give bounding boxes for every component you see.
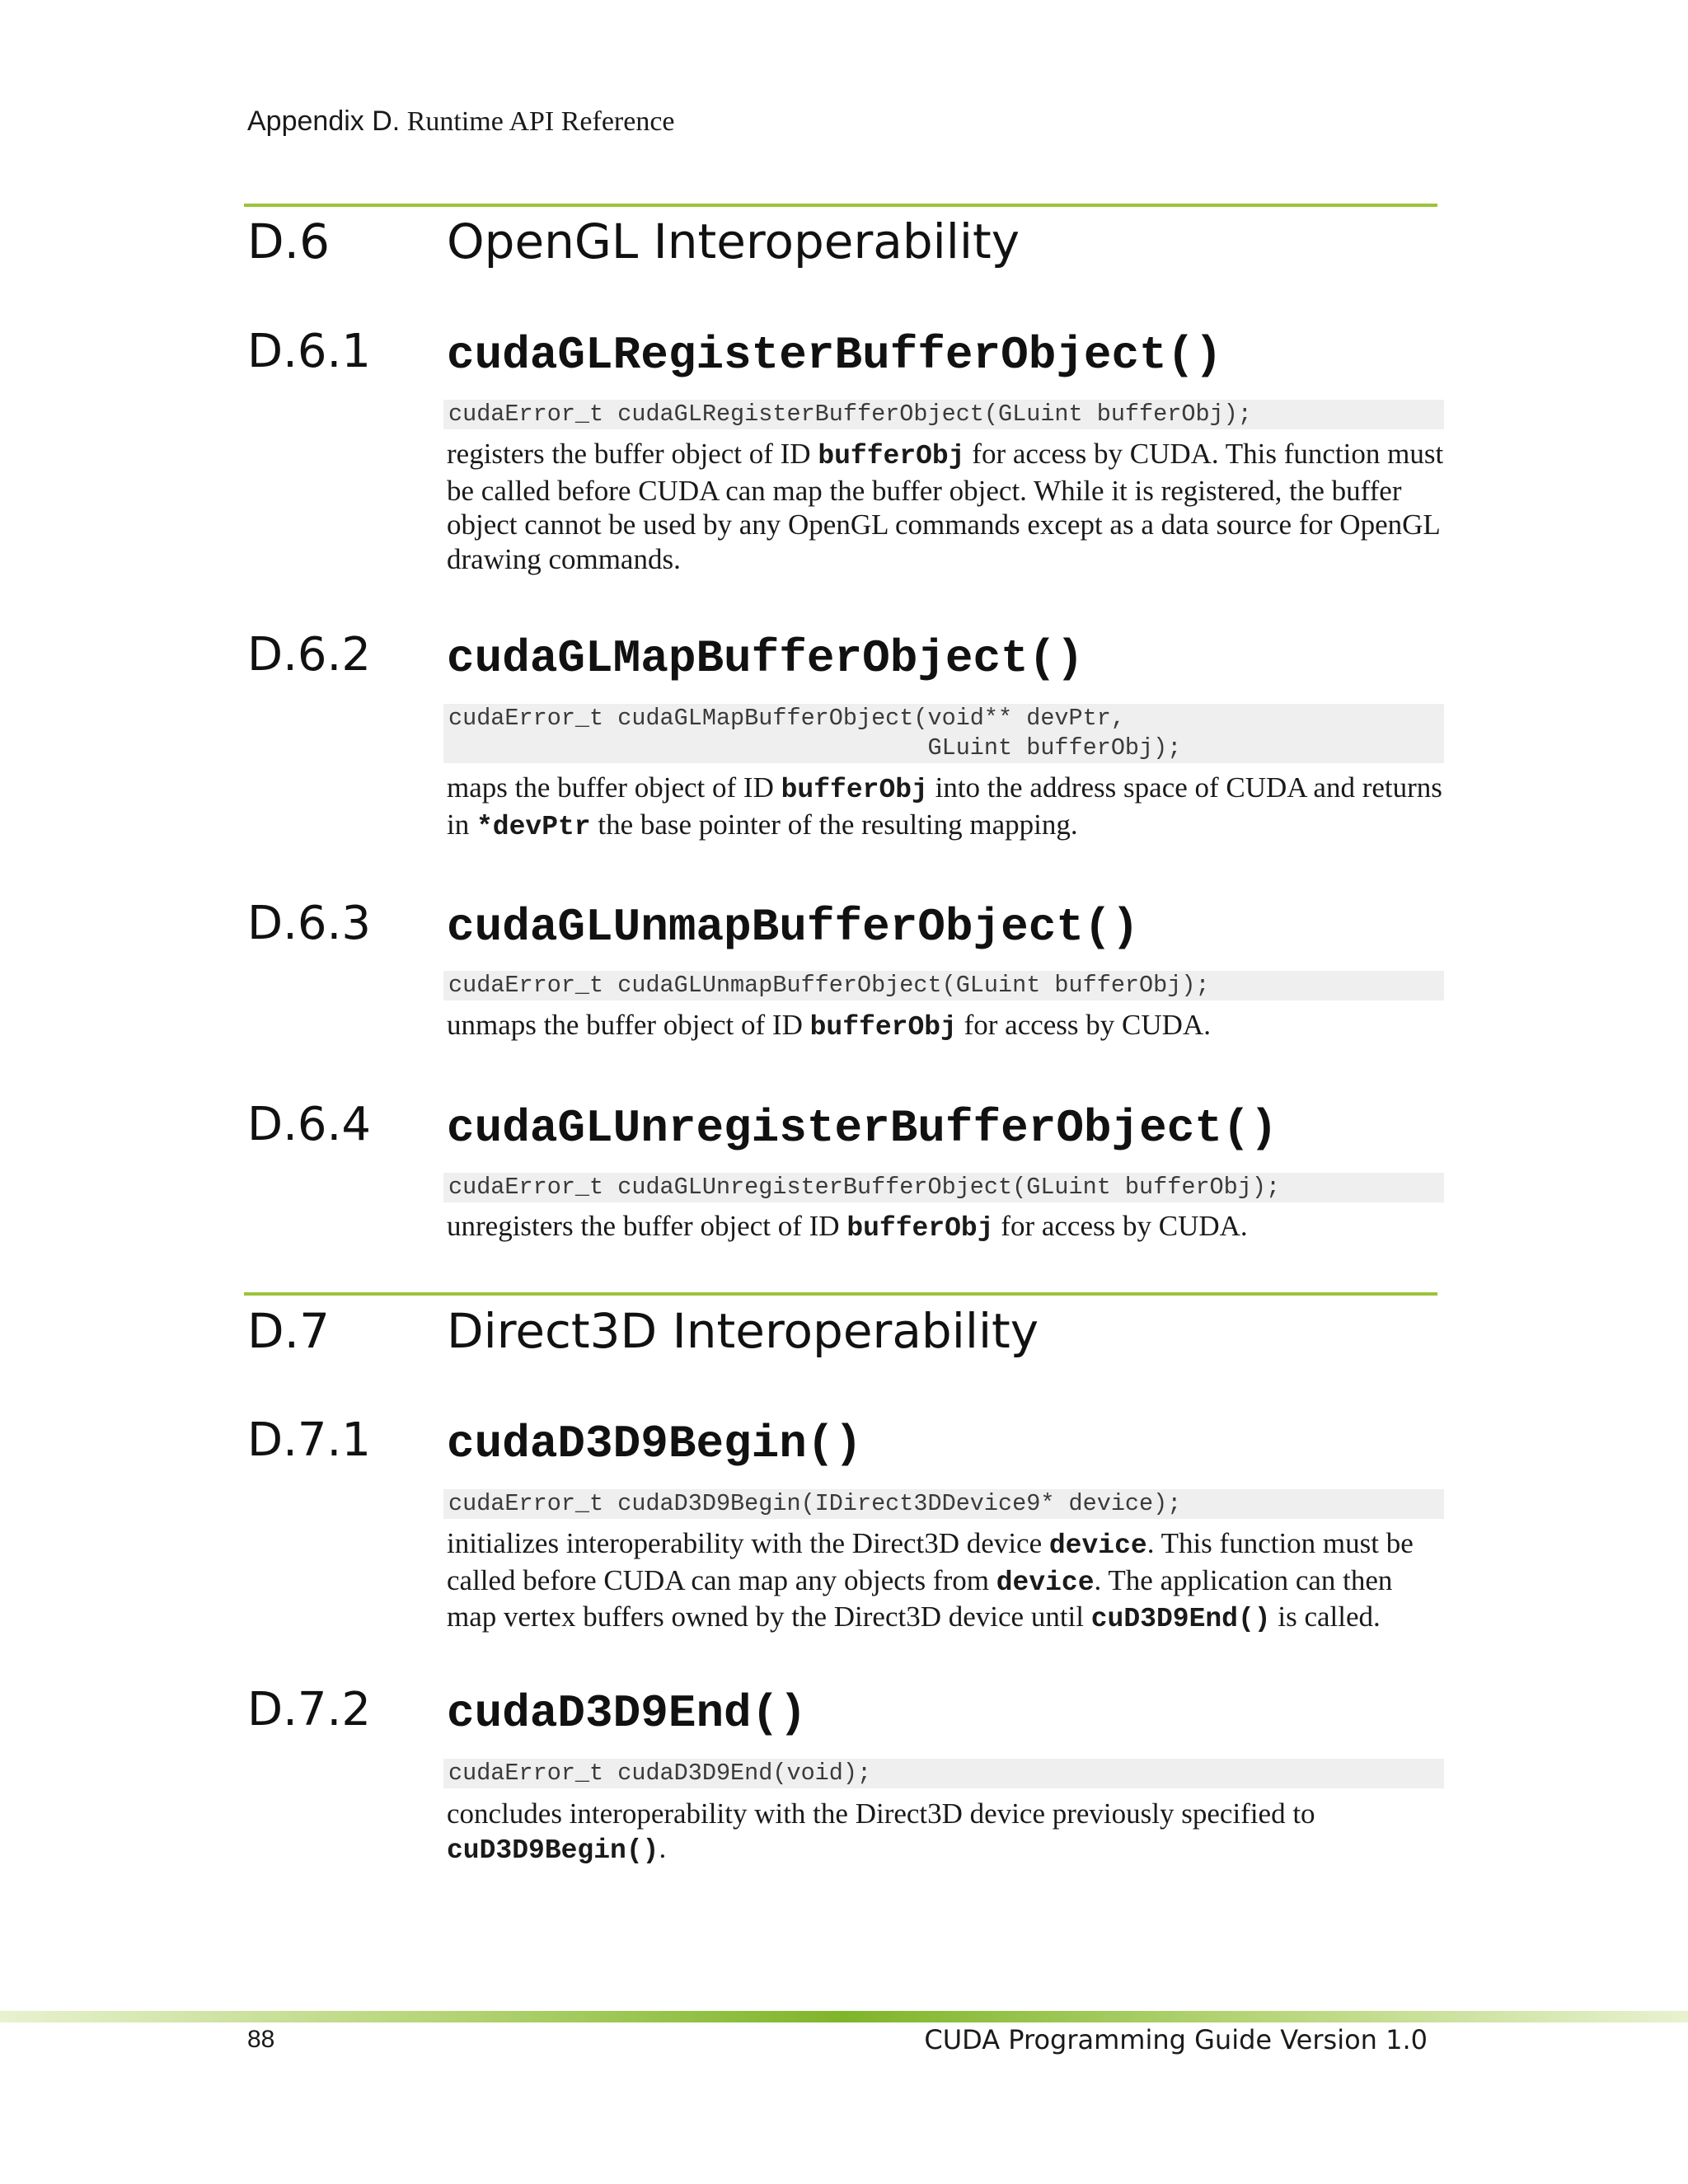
- function-title: cudaGLRegisterBufferObject(): [447, 329, 1222, 382]
- function-signature: [443, 704, 1444, 763]
- desc-text: unmaps the buffer object of ID: [447, 1009, 810, 1041]
- function-signature: [443, 1759, 1444, 1788]
- signature-line: GLuint bufferObj);: [448, 734, 1182, 762]
- signature-line: cudaError_t cudaGLRegisterBufferObject(GLuint bufferObj);: [448, 401, 1252, 428]
- footer-title: CUDA Programming Guide Version 1.0: [924, 2024, 1428, 2055]
- signature-line: cudaError_t cudaGLUnregisterBufferObject(GLuint bufferObj);: [448, 1174, 1281, 1201]
- function-signature: [443, 1173, 1444, 1202]
- function-title: cudaGLUnregisterBufferObject(): [447, 1102, 1278, 1155]
- inline-code: device: [996, 1567, 1095, 1598]
- function-signature: [443, 971, 1444, 1001]
- desc-text: for access by CUDA. This function must be called before CUDA can map the buffer object. While it is registered, the buffer object cannot be used by any OpenGL commands except as a data source for OpenGL drawing commands.: [447, 438, 1444, 575]
- subsection-number: D.7.2: [247, 1683, 371, 1736]
- function-description: [447, 1526, 1446, 1637]
- signature-line: cudaError_t cudaD3D9End(void);: [448, 1760, 872, 1787]
- subsection-number: D.6.3: [247, 897, 371, 950]
- inline-code: device: [1048, 1530, 1147, 1561]
- section-number: D.7: [247, 1303, 330, 1359]
- function-signature: [443, 400, 1444, 429]
- desc-text: unregisters the buffer object of ID: [447, 1210, 847, 1242]
- subsection-number: D.6.4: [247, 1098, 371, 1151]
- inline-code: bufferObj: [781, 775, 928, 805]
- desc-text: maps the buffer object of ID: [447, 771, 781, 804]
- function-description: [447, 1797, 1446, 1868]
- desc-text: concludes interoperability with the Direct3D device previously specified to: [447, 1797, 1315, 1830]
- header-appendix: Appendix D.: [247, 105, 401, 137]
- inline-code: *devPtr: [476, 811, 591, 842]
- signature-line: cudaError_t cudaGLMapBufferObject(void** devPtr,: [448, 705, 1125, 732]
- section-title: Direct3D Interoperability: [447, 1303, 1039, 1359]
- desc-text: . This function must be called before CUDA can map any objects from: [447, 1527, 1414, 1596]
- desc-text: for access by CUDA.: [993, 1210, 1248, 1242]
- header-title: Runtime API Reference: [406, 106, 675, 137]
- subsection-number: D.7.1: [247, 1413, 371, 1467]
- desc-text: is called.: [1270, 1601, 1381, 1633]
- subsection-number: D.6.2: [247, 628, 371, 682]
- inline-code: bufferObj: [846, 1213, 994, 1244]
- function-title: cudaD3D9Begin(): [447, 1418, 863, 1470]
- function-description: [447, 1008, 1446, 1045]
- section-rule: [244, 204, 1437, 207]
- signature-line: cudaError_t cudaD3D9Begin(IDirect3DDevice9* device);: [448, 1490, 1182, 1517]
- inline-code: cuD3D9End(): [1090, 1604, 1271, 1634]
- footer-bar: [0, 2011, 1688, 2022]
- section-title: OpenGL Interoperability: [447, 213, 1020, 269]
- function-description: [447, 771, 1446, 844]
- function-description: [447, 437, 1446, 576]
- desc-text: the base pointer of the resulting mapping.: [590, 808, 1078, 841]
- desc-text: .: [659, 1831, 667, 1864]
- desc-text: . The application can then map vertex buffers owned by the Direct3D device until: [447, 1563, 1393, 1633]
- signature-line: cudaError_t cudaGLUnmapBufferObject(GLuint bufferObj);: [448, 972, 1210, 999]
- inline-code: bufferObj: [809, 1012, 957, 1043]
- running-header: [247, 105, 675, 138]
- desc-text: initializes interoperability with the Direct3D device: [447, 1527, 1049, 1559]
- section-rule: [244, 1292, 1437, 1296]
- desc-text: registers the buffer object of ID: [447, 438, 818, 470]
- function-description: [447, 1209, 1446, 1246]
- function-title: cudaGLMapBufferObject(): [447, 632, 1084, 685]
- function-title: cudaGLUnmapBufferObject(): [447, 901, 1140, 954]
- desc-text: for access by CUDA.: [956, 1009, 1211, 1041]
- function-signature: [443, 1489, 1444, 1519]
- page-number: 88: [247, 2026, 275, 2053]
- desc-text: into the address space of CUDA and returns in: [447, 771, 1442, 841]
- section-number: D.6: [247, 213, 330, 269]
- inline-code: cuD3D9Begin(): [447, 1835, 659, 1866]
- subsection-number: D.6.1: [247, 325, 371, 378]
- inline-code: bufferObj: [818, 441, 965, 471]
- function-title: cudaD3D9End(): [447, 1687, 807, 1740]
